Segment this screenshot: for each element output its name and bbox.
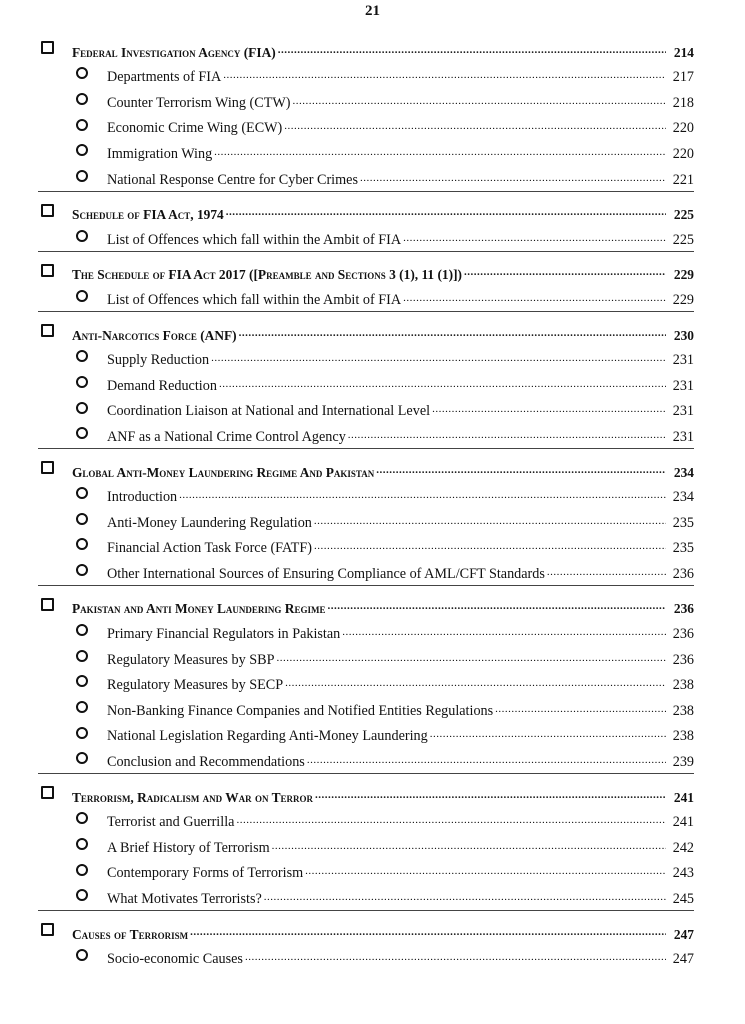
toc-entry[interactable] — [38, 369, 694, 395]
bullet-circle-icon — [73, 701, 91, 713]
toc-section-heading[interactable] — [38, 258, 694, 284]
checkbox-square-icon — [38, 598, 56, 611]
toc-entry[interactable] — [38, 112, 694, 138]
checkbox-square-icon — [38, 786, 56, 799]
bullet-circle-icon — [73, 864, 91, 876]
toc-entry[interactable] — [38, 557, 694, 583]
toc-entry[interactable] — [38, 882, 694, 908]
toc-entry-page: 225 — [672, 231, 694, 248]
dot-leader — [276, 651, 666, 665]
toc-section — [38, 35, 694, 192]
toc-entry[interactable] — [38, 344, 694, 370]
toc-entry-page: 238 — [672, 677, 694, 694]
dot-leader — [464, 265, 666, 279]
dot-leader — [278, 43, 666, 57]
bullet-circle-icon — [73, 290, 91, 302]
toc-entry[interactable] — [38, 283, 694, 309]
toc-entry-page: 218 — [672, 94, 694, 111]
toc-entry-page: 231 — [672, 377, 694, 394]
dot-leader — [430, 727, 666, 741]
toc-entry-title: Other International Sources of Ensuring Compliance of AML/CFT Standards — [107, 565, 545, 582]
toc-entry[interactable] — [38, 506, 694, 532]
toc-entry-page: 236 — [673, 601, 694, 617]
dot-leader — [272, 839, 666, 853]
toc-entry-page: 236 — [672, 651, 694, 668]
bullet-circle-icon — [73, 67, 91, 79]
toc-entry[interactable] — [38, 745, 694, 771]
bullet-circle-icon — [73, 564, 91, 576]
toc-entry-title: ANF as a National Crime Control Agency — [107, 428, 346, 445]
dot-leader — [305, 864, 666, 878]
toc-entry[interactable] — [38, 61, 694, 87]
toc-entry[interactable] — [38, 223, 694, 249]
dot-leader — [214, 145, 666, 159]
toc-entry-page: 225 — [673, 207, 694, 223]
dot-leader — [264, 890, 666, 904]
toc-entry-page: 214 — [673, 44, 694, 60]
toc-entry-page: 245 — [672, 891, 694, 907]
toc-entry[interactable] — [38, 943, 694, 969]
toc-entry-title: Global Anti-Money Laundering Regime And Pakistan — [72, 464, 375, 480]
bullet-circle-icon — [73, 812, 91, 824]
bullet-circle-icon — [73, 376, 91, 388]
checkbox-square-icon — [38, 264, 56, 277]
toc-entry-title: Causes of Terrorism — [72, 926, 189, 942]
toc-entry-page: 236 — [672, 626, 694, 643]
toc-entry[interactable] — [38, 669, 694, 695]
toc-entry-title: Immigration Wing — [107, 145, 213, 162]
toc-entry-page: 234 — [673, 464, 694, 480]
toc-entry-page: 235 — [672, 540, 694, 557]
toc-entry-page: 241 — [673, 789, 694, 805]
dot-leader — [293, 94, 667, 108]
toc-entry-title: Anti-Money Laundering Regulation — [107, 514, 312, 531]
toc-entry-page: 238 — [672, 702, 694, 719]
toc-entry-page: 236 — [672, 565, 694, 582]
toc-entry[interactable] — [38, 395, 694, 421]
dot-leader — [190, 925, 666, 939]
checkbox-square-icon — [38, 923, 56, 936]
toc-entry-title: Contemporary Forms of Terrorism — [107, 865, 304, 882]
toc-entry-page: 235 — [672, 514, 694, 531]
bullet-circle-icon — [73, 144, 91, 156]
toc-entry[interactable] — [38, 831, 694, 857]
toc-entry-page: 217 — [672, 69, 694, 86]
bullet-circle-icon — [73, 752, 91, 764]
dot-leader — [226, 205, 666, 219]
toc-entry[interactable] — [38, 420, 694, 446]
toc-entry-page: 234 — [672, 489, 694, 506]
toc-entry-page: 241 — [672, 814, 694, 831]
bullet-circle-icon — [73, 675, 91, 687]
toc-entry-title: National Legislation Regarding Anti-Money Laundering — [107, 728, 428, 745]
dot-leader — [315, 788, 666, 802]
bullet-circle-icon — [73, 624, 91, 636]
toc-entry-page: 243 — [672, 865, 694, 882]
toc-section-heading[interactable] — [38, 780, 694, 806]
dot-leader — [236, 813, 666, 827]
bullet-circle-icon — [73, 93, 91, 105]
bullet-circle-icon — [73, 119, 91, 131]
toc-entry-title: Primary Financial Regulators in Pakistan — [107, 626, 341, 643]
bullet-circle-icon — [73, 170, 91, 182]
bullet-circle-icon — [73, 513, 91, 525]
table-of-contents — [38, 35, 694, 976]
toc-entry-title: Schedule of FIA Act, 1974 — [72, 207, 224, 223]
checkbox-square-icon — [38, 41, 56, 54]
checkbox-square-icon — [38, 461, 56, 474]
toc-entry-page: 242 — [672, 839, 694, 856]
bullet-circle-icon — [73, 889, 91, 901]
toc-section-heading[interactable] — [38, 592, 694, 618]
toc-entry[interactable] — [38, 481, 694, 507]
toc-entry-title: Regulatory Measures by SECP — [107, 677, 284, 694]
toc-entry[interactable] — [38, 720, 694, 746]
toc-entry[interactable] — [38, 86, 694, 112]
dot-leader — [348, 428, 666, 442]
toc-entry-title: National Response Centre for Cyber Crimes — [107, 171, 358, 188]
toc-entry-title: Supply Reduction — [107, 352, 210, 369]
toc-section — [38, 258, 694, 312]
toc-entry[interactable] — [38, 163, 694, 189]
toc-entry-title: Counter Terrorism Wing (CTW) — [107, 94, 291, 111]
bullet-circle-icon — [73, 350, 91, 362]
toc-entry-title: Departments of FIA — [107, 69, 222, 86]
toc-entry[interactable] — [38, 617, 694, 643]
toc-entry-title: Introduction — [107, 489, 178, 506]
toc-entry-page: 231 — [672, 403, 694, 420]
toc-section — [38, 455, 694, 586]
toc-entry-title: What Motivates Terrorists? — [107, 891, 262, 907]
toc-section-heading[interactable] — [38, 455, 694, 481]
toc-entry-page: 239 — [672, 754, 694, 771]
toc-entry[interactable] — [38, 137, 694, 163]
toc-entry-title: Terrorist and Guerrilla — [107, 814, 235, 831]
toc-section — [38, 592, 694, 774]
toc-entry-title: Conclusion and Recommendations — [107, 754, 305, 771]
dot-leader — [179, 488, 666, 502]
toc-entry-page: 221 — [672, 171, 694, 188]
bullet-circle-icon — [73, 949, 91, 961]
toc-entry-page: 238 — [672, 728, 694, 745]
dot-leader — [360, 171, 666, 185]
toc-entry-title: Socio-economic Causes — [107, 951, 243, 968]
bullet-circle-icon — [73, 650, 91, 662]
toc-entry-page: 229 — [672, 291, 694, 308]
toc-section-heading[interactable] — [38, 318, 694, 344]
toc-section-heading[interactable] — [38, 198, 694, 224]
toc-entry-page: 231 — [672, 352, 694, 369]
toc-entry-page: 247 — [672, 951, 694, 968]
dot-leader — [223, 68, 666, 82]
toc-entry[interactable] — [38, 643, 694, 669]
dot-leader — [342, 625, 666, 639]
toc-entry-title: List of Offences which fall within the Ambit of FIA — [107, 291, 402, 308]
toc-entry-title: Terrorism, Radicalism and War on Terror — [72, 789, 314, 805]
toc-entry-title: Coordination Liaison at National and International Level — [107, 403, 431, 420]
toc-entry-page: 231 — [672, 428, 694, 445]
checkbox-square-icon — [38, 324, 56, 337]
dot-leader — [314, 539, 666, 553]
bullet-circle-icon — [73, 727, 91, 739]
toc-section-heading[interactable] — [38, 917, 694, 943]
toc-entry-page: 247 — [673, 926, 694, 942]
bullet-circle-icon — [73, 427, 91, 439]
toc-entry-title: Non-Banking Finance Companies and Notified Entities Regulations — [107, 702, 494, 719]
toc-entry-title: Regulatory Measures by SBP — [107, 651, 275, 668]
toc-entry-title: Economic Crime Wing (ECW) — [107, 120, 283, 137]
toc-entry-title: Pakistan and Anti Money Laundering Regime — [72, 601, 326, 617]
toc-entry[interactable] — [38, 532, 694, 558]
toc-entry-page: 220 — [672, 120, 694, 137]
bullet-circle-icon — [73, 487, 91, 499]
toc-entry-title: Anti-Narcotics Force (ANF) — [72, 327, 237, 343]
checkbox-square-icon — [38, 204, 56, 217]
dot-leader — [547, 565, 666, 579]
page-number: 21 — [365, 3, 380, 19]
dot-leader — [245, 950, 666, 964]
toc-entry[interactable] — [38, 806, 694, 832]
dot-leader — [239, 326, 666, 340]
toc-section — [38, 198, 694, 252]
toc-entry-title: Federal Investigation Agency (FIA) — [72, 44, 276, 60]
bullet-circle-icon — [73, 838, 91, 850]
dot-leader — [285, 676, 666, 690]
bullet-circle-icon — [73, 402, 91, 414]
toc-entry-page: 229 — [673, 267, 694, 283]
toc-entry-title: List of Offences which fall within the Ambit of FIA — [107, 231, 402, 248]
toc-section-heading[interactable] — [38, 35, 694, 61]
toc-entry-page: 220 — [672, 145, 694, 162]
dot-leader — [314, 514, 666, 528]
bullet-circle-icon — [73, 230, 91, 242]
dot-leader — [211, 351, 666, 365]
dot-leader — [495, 702, 666, 716]
bullet-circle-icon — [73, 538, 91, 550]
dot-leader — [327, 599, 666, 613]
dot-leader — [307, 753, 666, 767]
toc-entry[interactable] — [38, 857, 694, 883]
toc-entry-title: Financial Action Task Force (FATF) — [107, 540, 312, 557]
toc-section — [38, 780, 694, 911]
toc-entry-title: Demand Reduction — [107, 377, 217, 394]
dot-leader — [284, 119, 666, 133]
toc-section — [38, 318, 694, 449]
dot-leader — [219, 377, 666, 391]
dot-leader — [432, 402, 666, 416]
toc-section — [38, 917, 694, 970]
dot-leader — [403, 231, 666, 245]
toc-entry[interactable] — [38, 694, 694, 720]
toc-entry-title: The Schedule of FIA Act 2017 ([Preamble and Sections 3 (1), 11 (1)]) — [72, 267, 462, 283]
dot-leader — [376, 463, 666, 477]
dot-leader — [403, 291, 666, 305]
toc-entry-title: A Brief History of Terrorism — [107, 839, 270, 856]
toc-entry-page: 230 — [673, 327, 694, 343]
